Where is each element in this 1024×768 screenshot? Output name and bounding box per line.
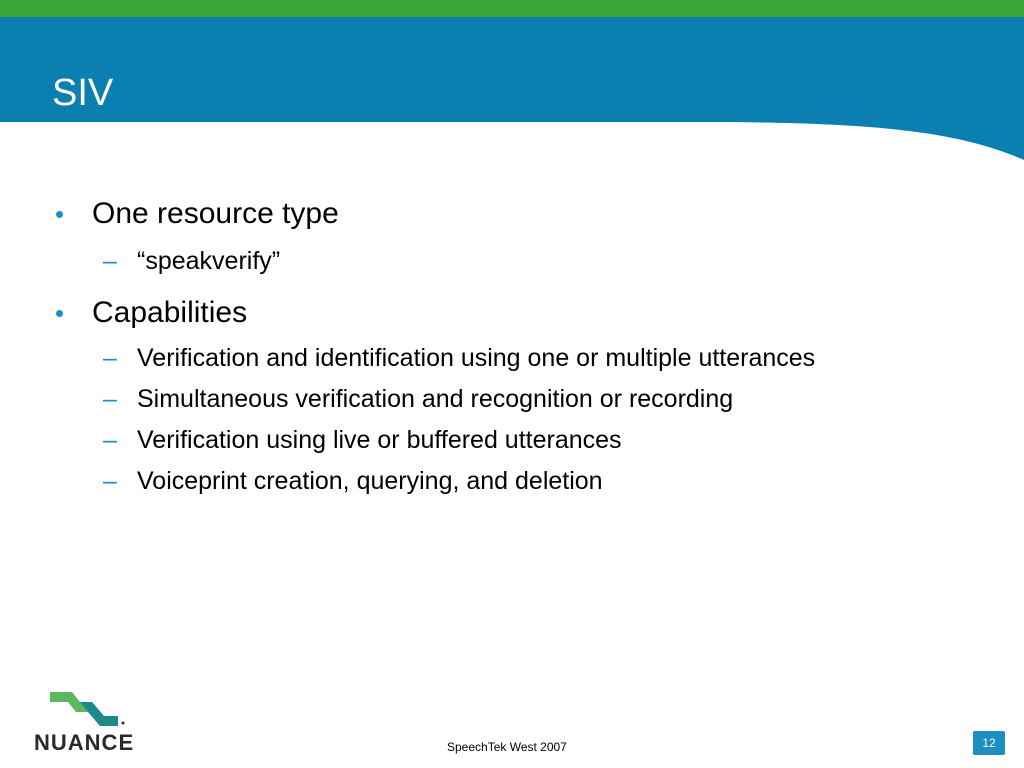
page-number-badge: 12 [973,731,1005,755]
header-banner [0,0,1024,160]
bullet-symbol: • [55,298,65,328]
dash-symbol: – [103,426,117,454]
dash-symbol: – [103,344,117,372]
sub-bullet-text: Simultaneous verification and recognition or recording [137,385,734,413]
bullet-text: Capabilities [92,296,248,329]
bullet-symbol: • [55,199,65,229]
sub-bullet-text: Voiceprint creation, querying, and deletion [137,467,603,495]
logo-wordmark: NUANCE [34,730,135,755]
bullet-text: One resource type [92,197,339,230]
sub-bullet-text: Verification using live or buffered utterances [137,426,622,454]
footer-event: SpeechTek West 2007 [447,740,567,754]
sub-bullet-text: Verification and identification using one or multiple utterances [137,344,816,372]
dash-symbol: – [103,247,117,275]
dash-symbol: – [103,385,117,413]
sub-bullet-text: “speakverify” [137,247,281,275]
header-green-stripe [0,0,1024,17]
header-blue-shape [0,0,1024,160]
dash-symbol: – [103,467,117,495]
slide-title: SIV [52,72,114,114]
